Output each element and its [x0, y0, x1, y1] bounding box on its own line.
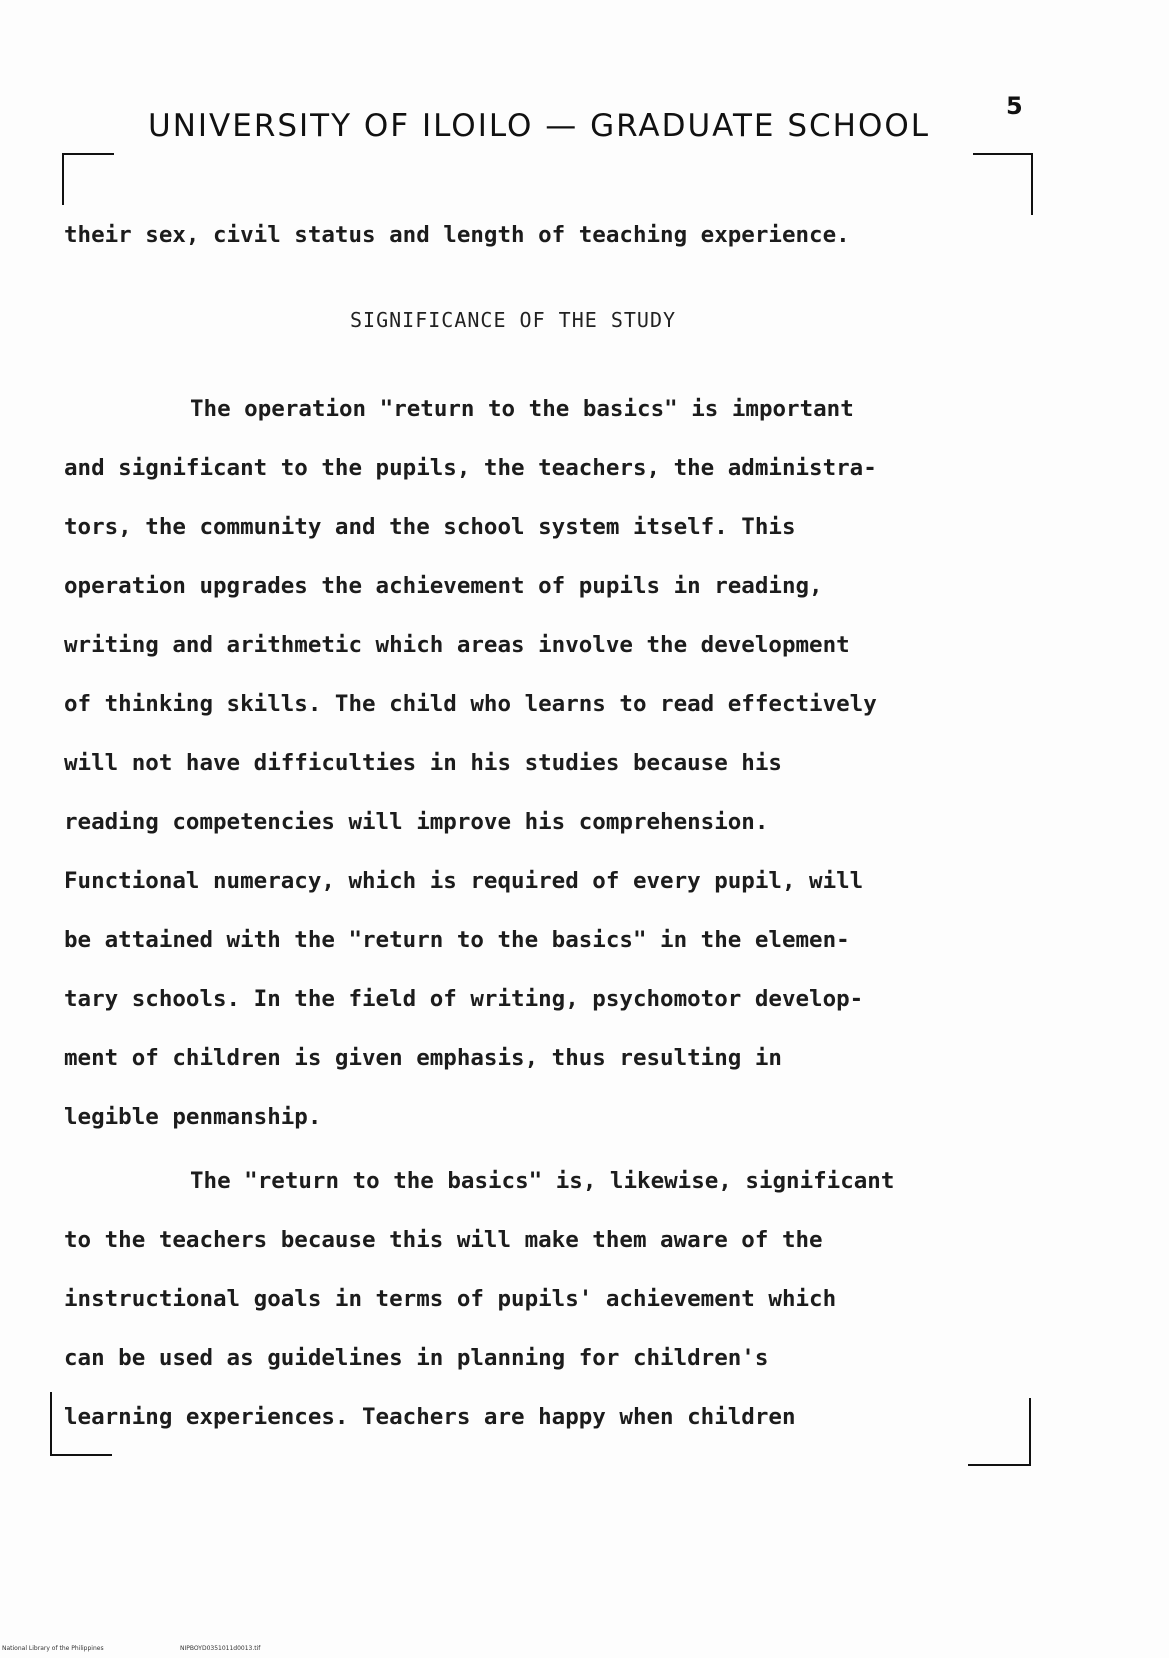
text-line: operation upgrades the achievement of pupils in reading,: [64, 573, 823, 599]
text-line: Functional numeracy, which is required of every pupil, will: [64, 868, 864, 894]
text-line: learning experiences. Teachers are happy when children: [64, 1404, 796, 1430]
text-line: to the teachers because this will make them aware of the: [64, 1227, 823, 1253]
text-line: tary schools. In the field of writing, psychomotor develop-: [64, 986, 864, 1012]
text-line: will not have difficulties in his studies because his: [64, 750, 782, 776]
text-line: ment of children is given emphasis, thus resulting in: [64, 1045, 782, 1071]
corner-mark-bottom-left-v: [50, 1392, 52, 1456]
text-line: tors, the community and the school system itself. This: [64, 514, 796, 540]
text-line: be attained with the "return to the basics" in the elemen-: [64, 927, 850, 953]
text-line: instructional goals in terms of pupils' achievement which: [64, 1286, 837, 1312]
corner-mark-bottom-right-h: [968, 1464, 1030, 1466]
text-line: legible penmanship.: [64, 1104, 322, 1130]
corner-mark-top-left-v: [62, 153, 64, 205]
corner-mark-top-right-v: [1031, 153, 1033, 215]
text-line: can be used as guidelines in planning for children's: [64, 1345, 769, 1371]
text-line: The "return to the basics" is, likewise, significant: [190, 1168, 895, 1194]
text-line: and significant to the pupils, the teachers, the administra-: [64, 455, 877, 481]
institution-header: UNIVERSITY OF ILOILO — GRADUATE SCHOOL: [148, 108, 931, 144]
corner-mark-top-right-h: [973, 153, 1033, 155]
text-line: reading competencies will improve his comprehension.: [64, 809, 769, 835]
page-number: 5: [1006, 92, 1023, 120]
text-line: The operation "return to the basics" is important: [190, 396, 854, 422]
footer-file-id: NIPBOYD0351011d0013.tif: [180, 1645, 261, 1652]
corner-mark-top-left-h: [62, 153, 114, 155]
section-heading: SIGNIFICANCE OF THE STUDY: [350, 308, 677, 332]
corner-mark-bottom-right-v: [1029, 1398, 1031, 1466]
footer-library: National Library of the Philippines: [2, 1645, 104, 1652]
corner-mark-bottom-left-h: [50, 1454, 112, 1456]
text-line: writing and arithmetic which areas involve the development: [64, 632, 850, 658]
text-line: their sex, civil status and length of teaching experience.: [64, 222, 850, 248]
text-line: of thinking skills. The child who learns to read effectively: [64, 691, 877, 717]
